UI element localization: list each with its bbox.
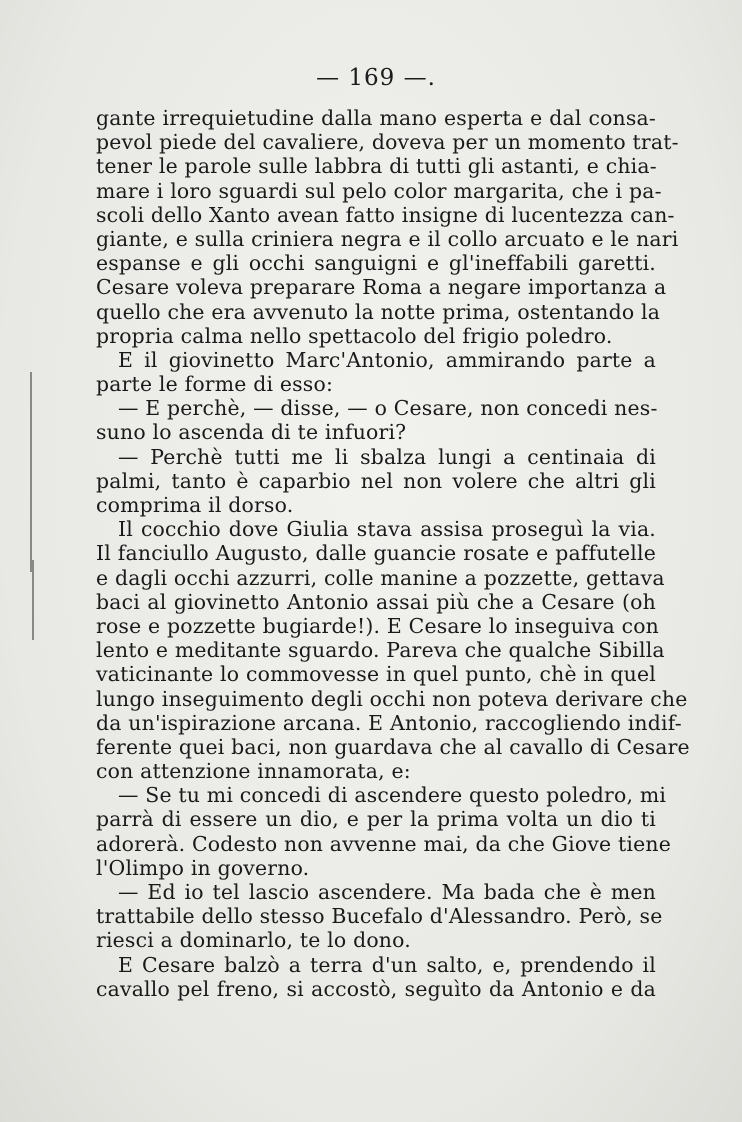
text-line: cavallo pel freno, si accostò, seguìto da Antonio e da [96, 976, 656, 1001]
text-line: lungo inseguimento degli occhi non poteva derivare che [96, 686, 688, 711]
text-line: da un'ispirazione arcana. E Antonio, raccogliendo indif- [96, 710, 682, 735]
text-line: lento e meditante sguardo. Pareva che qualche Sibilla [96, 638, 665, 663]
text-line: — Ed io tel lascio ascendere. Ma bada che è men [118, 880, 656, 904]
text-line: riesci a dominarlo, te lo dono. [96, 928, 411, 953]
text-line: palmi, tanto è caparbio nel non volere che altri gli [96, 468, 656, 493]
text-line: propria calma nello spettacolo del frigio poledro. [96, 323, 613, 348]
text-line: — Se tu mi concedi di ascendere questo poledro, mi [118, 783, 667, 808]
text-line: parte le forme di esso: [96, 372, 334, 397]
text-line: E il giovinetto Marc'Antonio, ammirando parte a [118, 347, 656, 372]
text-line: comprima il dorso. [96, 493, 294, 517]
text-line: con attenzione innamorata, e: [96, 759, 411, 784]
text-line: Il cocchio dove Giulia stava assisa proseguì la via. [118, 517, 656, 542]
text-line: mare i loro sguardi sul pelo color margarita, che i pa- [96, 178, 662, 203]
margin-mark [32, 560, 34, 640]
text-line: parrà di essere un dio, e per la prima volta un dio ti [96, 807, 656, 832]
text-line: gante irrequietudine dalla mano esperta e dal consa- [96, 106, 656, 130]
text-line: Cesare voleva preparare Roma a negare importanza a [96, 275, 667, 300]
text-line: — Perchè tutti me li sbalza lungi a centinaia di [118, 444, 656, 469]
text-line: trattabile dello stesso Bucefalo d'Alessandro. Però, se [96, 904, 663, 929]
text-line: — E perchè, — disse, — o Cesare, non concedi nes- [118, 396, 658, 421]
text-line: E Cesare balzò a terra d'un salto, e, prendendo il [118, 952, 656, 977]
text-line: baci al giovinetto Antonio assai più che a Cesare (oh [96, 589, 656, 614]
text-line: vaticinante lo commovesse in quel punto, chè in quel [96, 662, 656, 687]
text-line: Il fanciullo Augusto, dalle guancie rosate e paffutelle [96, 541, 656, 566]
text-line: suno lo ascenda di te infuori? [96, 420, 407, 445]
text-line: pevol piede del cavaliere, doveva per un momento trat- [96, 130, 679, 155]
text-line: l'Olimpo in governo. [96, 855, 310, 880]
text-line: quello che era avvenuto la notte prima, ostentando la [96, 299, 661, 324]
text-line: e dagli occhi azzurri, colle manine a pozzette, gettava [96, 565, 665, 590]
text-line: tener le parole sulle labbra di tutti gli astanti, e chia- [96, 154, 657, 179]
text-line: rose e pozzette bugiarde!). E Cesare lo inseguiva con [96, 613, 660, 638]
text-line: scoli dello Xanto avean fatto insigne di lucentezza can- [96, 202, 675, 227]
page-text [96, 106, 690, 1001]
text-line: espanse e gli occhi sanguigni e gl'ineffabili garetti. [96, 251, 656, 276]
text-line: ferente quei baci, non guardava che al cavallo di Cesare [96, 734, 690, 759]
text-line: adorerà. Codesto non avvenne mai, da che Giove tiene [96, 831, 671, 856]
book-page [96, 58, 690, 1001]
page-number: — 169 —. [316, 65, 436, 91]
margin-mark [30, 372, 32, 572]
text-line: giante, e sulla criniera negra e il collo arcuato e le nari [96, 226, 679, 251]
